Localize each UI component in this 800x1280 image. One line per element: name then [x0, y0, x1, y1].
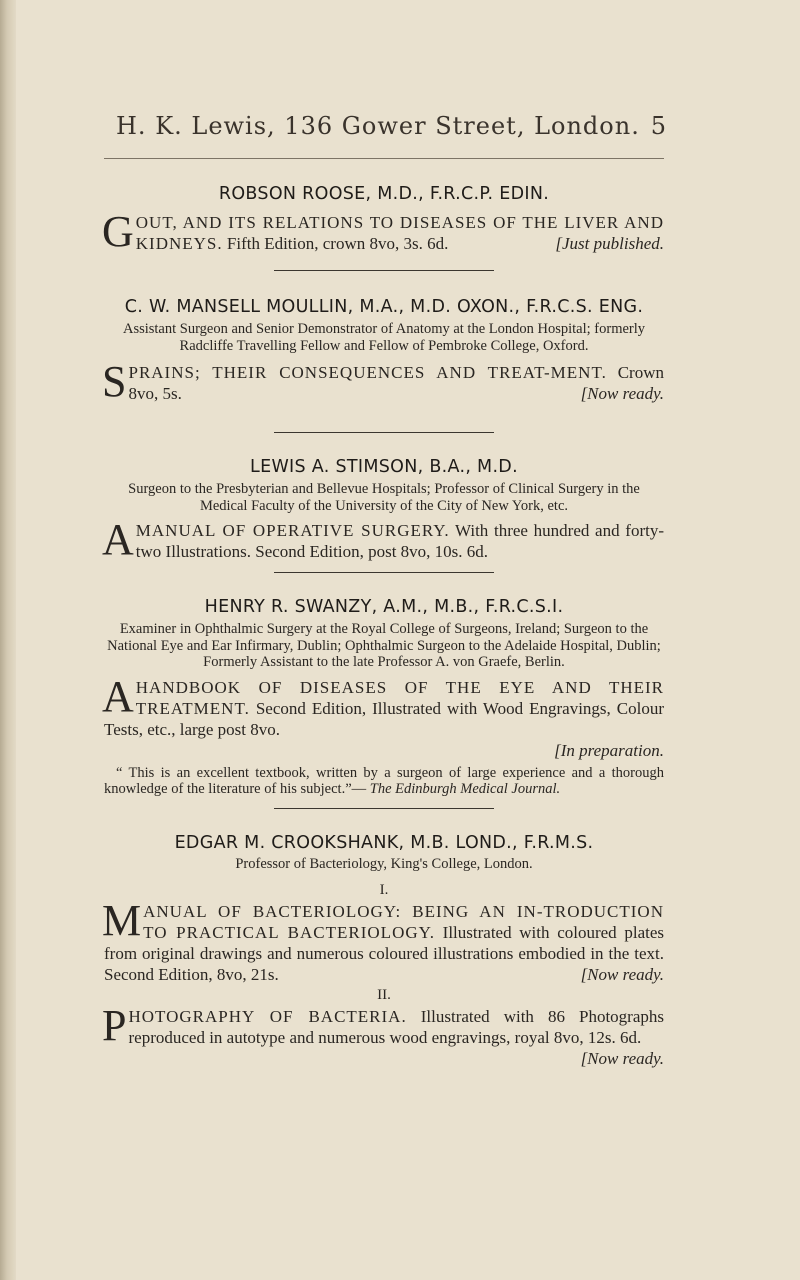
drop-cap: M	[102, 896, 142, 945]
book-listing	[102, 357, 664, 406]
book-listing	[102, 671, 664, 761]
book-title: OUT, AND ITS RELATIONS TO DISEASES OF THE LIVER AND KIDNEYS.	[135, 213, 664, 253]
review-quote	[104, 765, 664, 798]
book-details: Crown 8vo, 5s.	[128, 363, 664, 403]
author-affiliation: Assistant Surgeon and Senior Demonstrator of Anatomy at the London Hospital; formerly Radcliffe Travelling Fellow and Fellow of Pembroke College, Oxford.	[122, 321, 646, 354]
availability-status: [Now ready.	[580, 1049, 664, 1068]
drop-cap: A	[102, 671, 134, 721]
availability-status: [Now ready.	[580, 965, 664, 984]
running-head	[104, 112, 667, 146]
quote-source: The Edinburgh Medical Journal.	[369, 781, 561, 797]
book-title: HOTOGRAPHY OF BACTERIA.	[128, 1007, 407, 1026]
book-details: Second Edition, Illustrated with Wood Engravings, Colour Tests, etc., large post 8vo.	[104, 698, 664, 739]
author-name: HENRY R. SWANZY, A.M., M.B., F.R.C.S.I.	[204, 597, 564, 617]
book-details: Illustrated with 86 Photographs reproduced in autotype and numerous wood engravings, royal 8vo, 12s. 6d.	[128, 1007, 664, 1047]
entry-crookshank	[104, 833, 664, 1070]
entry-stimson	[104, 457, 664, 562]
work-numeral: II.	[377, 987, 391, 1003]
drop-cap: S	[102, 357, 127, 406]
drop-cap: G	[102, 207, 134, 256]
author-affiliation: Professor of Bacteriology, King's College, London.	[235, 855, 533, 872]
entry-swanzy	[104, 597, 664, 798]
book-listing	[102, 515, 664, 564]
author-affiliation: Examiner in Ophthalmic Surgery at the Royal College of Surgeons, Ireland; Surgeon to the National Eye and Ear Infirmary, Dublin; Ophthalmic Surgeon to the Adelaide Hospital, Dublin; Formerly Assistant to the late Professor A. von Graefe, Berlin.	[107, 621, 661, 670]
author-name: EDGAR M. CROOKSHANK, M.B. LOND., F.R.M.S.	[174, 832, 594, 853]
book-listing	[102, 207, 664, 256]
book-listing	[102, 896, 665, 985]
book-details: Illustrated with coloured plates from original drawings and numerous coloured illustrations embodied in the text. Second Edition, 8vo, 21s.	[104, 923, 665, 984]
section-divider	[274, 432, 494, 433]
author-name: ROBSON ROOSE, M.D., F.R.C.P. EDIN.	[218, 184, 550, 204]
work-numeral: I.	[379, 882, 389, 898]
availability-status: [Now ready.	[580, 384, 664, 403]
drop-cap: P	[102, 1001, 127, 1050]
author-name: C. W. MANSELL MOULLIN, M.A., M.D. OXON., F.R.C.S. ENG.	[124, 297, 644, 317]
publisher-address: H. K. Lewis, 136 Gower Street, London.	[116, 112, 640, 140]
availability-status: [Just published.	[555, 234, 664, 253]
header-rule	[104, 158, 664, 159]
book-page	[102, 112, 667, 1069]
drop-cap: A	[102, 515, 134, 564]
book-title: PRAINS; THEIR CONSEQUENCES AND TREAT-MENT.	[128, 363, 607, 382]
availability-status: [In preparation.	[554, 740, 664, 760]
author-affiliation: Surgeon to the Presbyterian and Bellevue Hospitals; Professor of Clinical Surgery in the Medical Faculty of the University of the City of New York, etc.	[128, 481, 640, 514]
quote-text: “ This is an excellent textbook, written by a surgeon of large experience and a thorough knowledge of the literature of his subject.”—	[104, 764, 664, 797]
book-listing	[102, 1001, 664, 1069]
page-number: 5	[650, 112, 667, 140]
entry-roose	[104, 184, 664, 254]
book-title: ANUAL OF BACTERIOLOGY: BEING AN IN-TRODUCTION TO PRACTICAL BACTERIOLOGY.	[143, 902, 664, 942]
book-details: With three hundred and forty-two Illustrations. Second Edition, post 8vo, 10s. 6d.	[135, 521, 664, 561]
author-name: LEWIS A. STIMSON, B.A., M.D.	[250, 457, 518, 477]
book-title: MANUAL OF OPERATIVE SURGERY.	[135, 521, 450, 540]
book-title: HANDBOOK OF DISEASES OF THE EYE AND THEIR TREATMENT.	[135, 677, 664, 718]
section-divider	[274, 572, 494, 573]
section-divider	[274, 808, 494, 809]
book-details: Fifth Edition, crown 8vo, 3s. 6d.	[226, 234, 449, 253]
entry-moullin	[104, 297, 664, 404]
book-spine-shadow	[0, 0, 16, 1280]
section-divider	[274, 270, 494, 271]
